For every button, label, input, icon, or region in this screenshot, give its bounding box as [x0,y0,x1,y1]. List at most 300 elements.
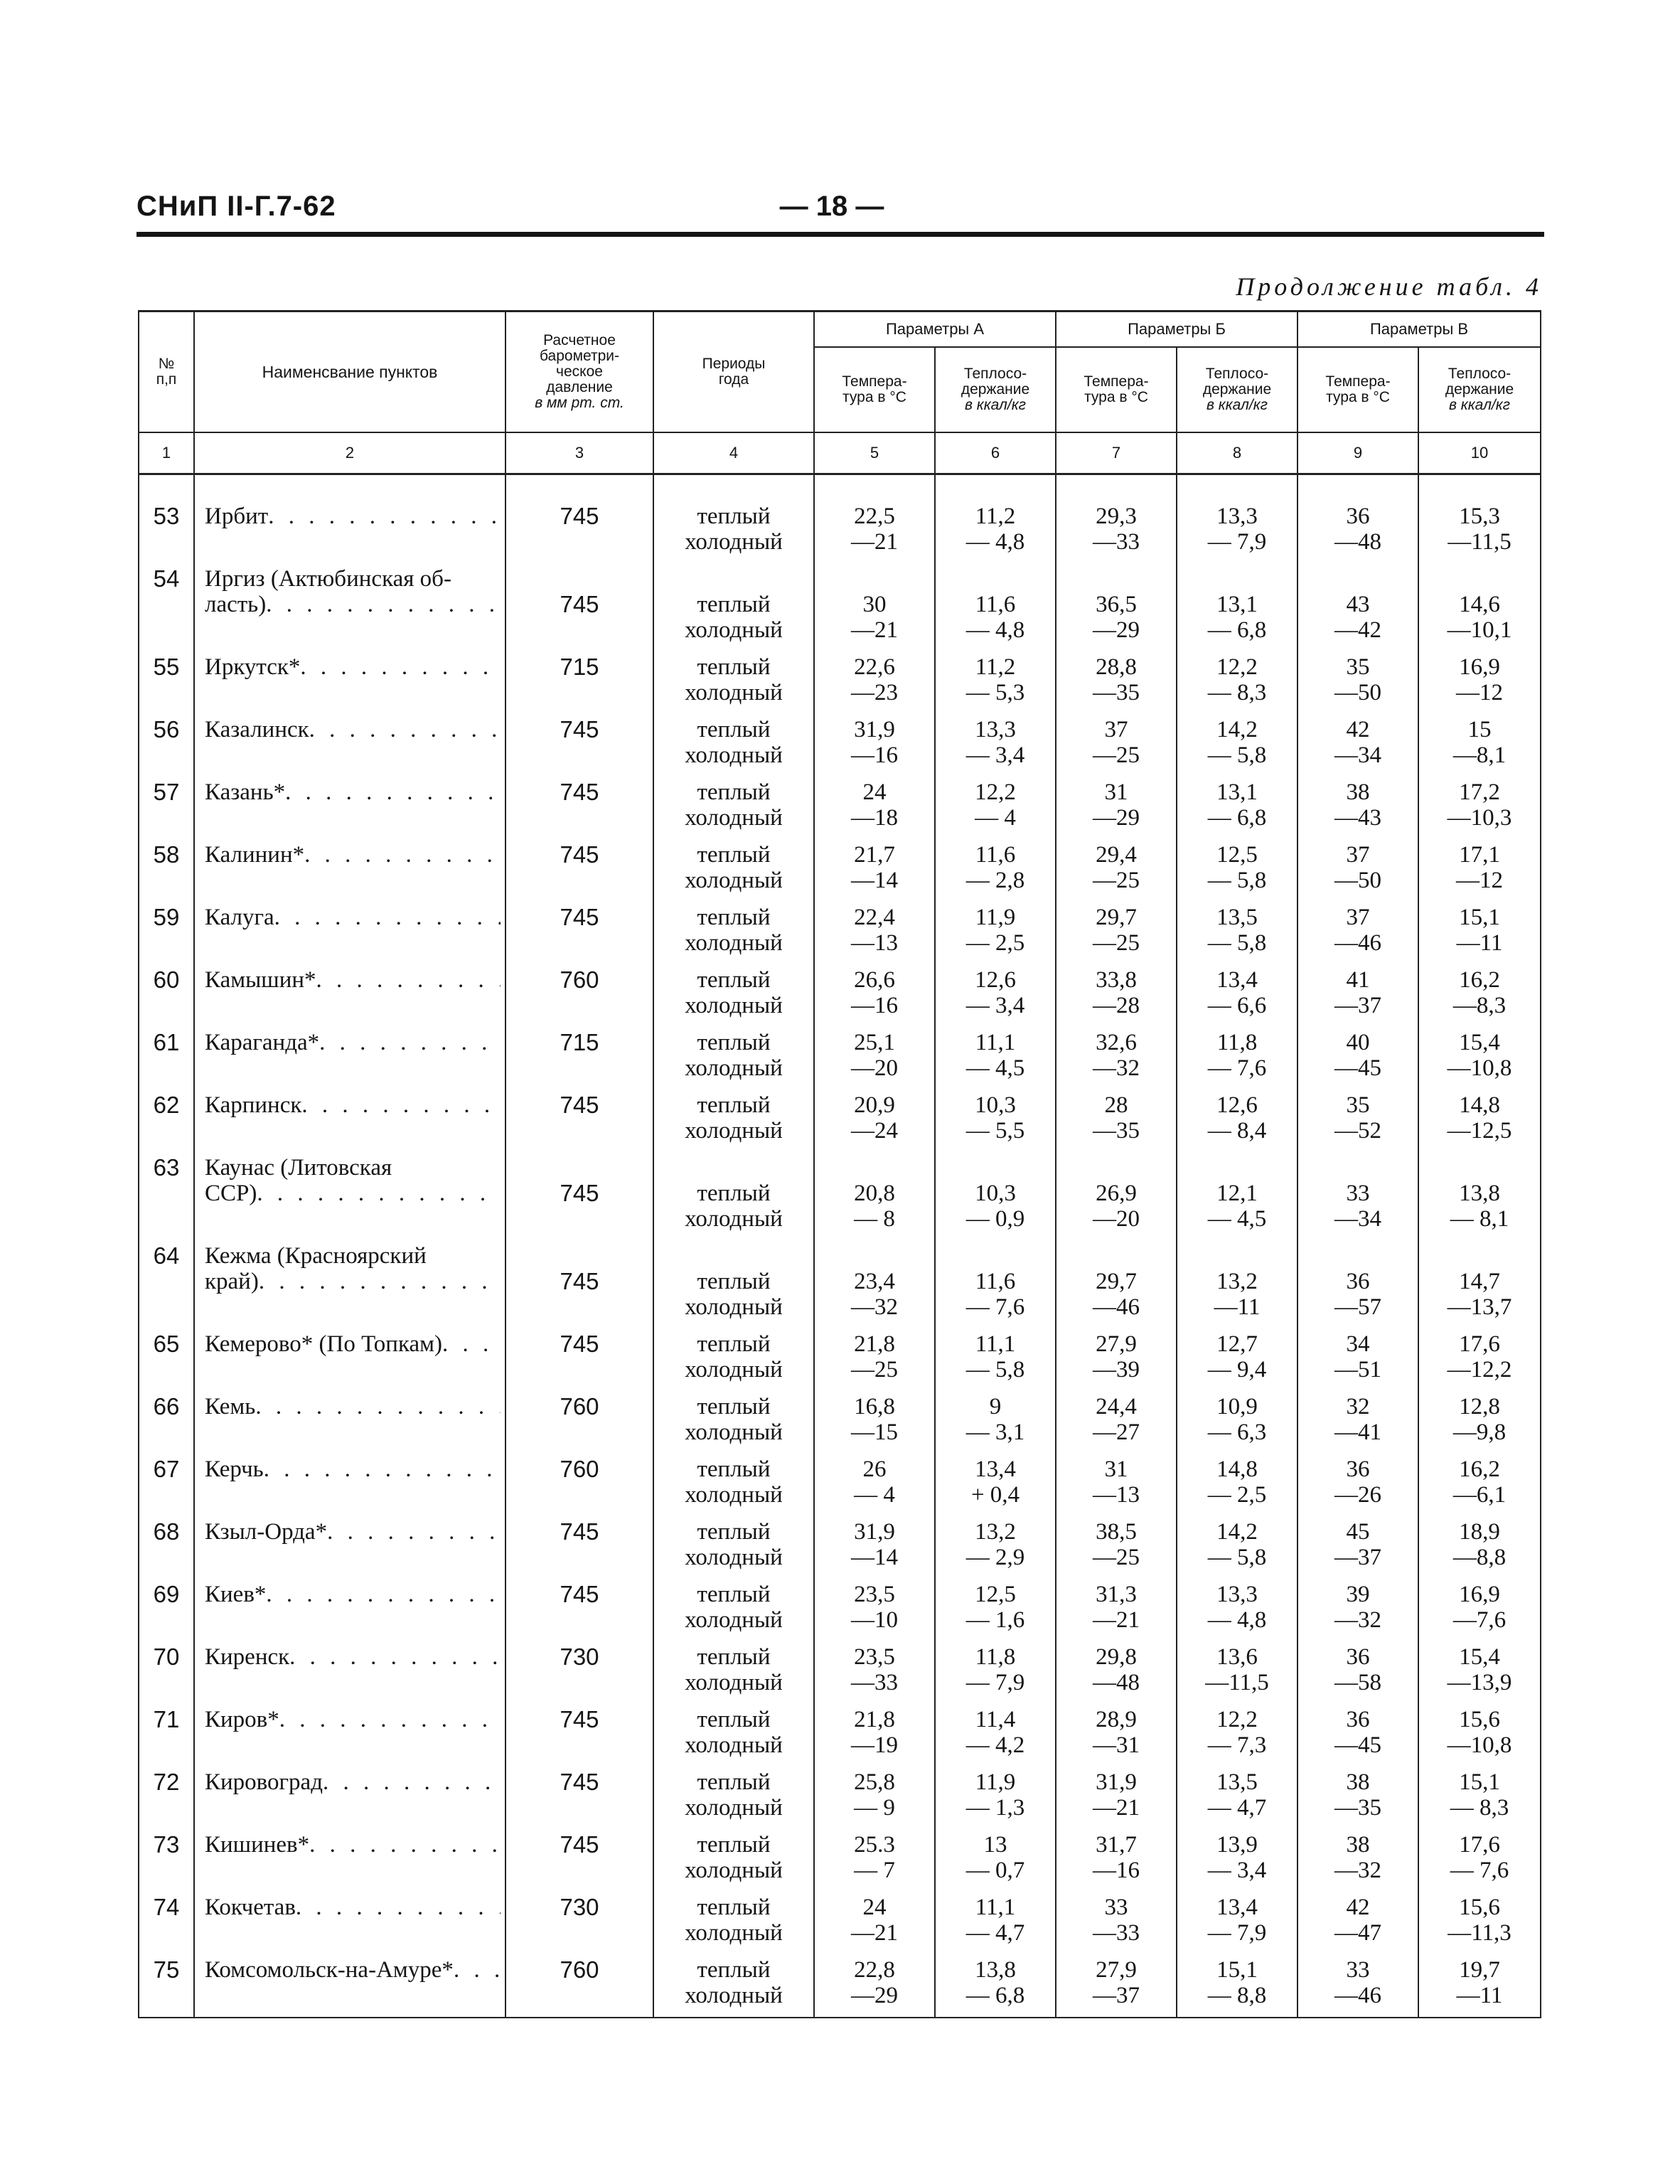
temp-c-value: 45 [1346,1519,1370,1545]
heat-b-value: — 8,3 [1207,680,1267,705]
location-name [194,566,505,654]
location-name-line [205,1582,501,1607]
heat-c-value-cell [1418,1832,1541,1895]
temp-a-value: — 8 [854,1206,895,1232]
row-number: 67 [139,1456,194,1519]
period-label: холодный [685,680,783,705]
temp-c-value: —51 [1334,1357,1382,1383]
row-number: 66 [139,1394,194,1456]
heat-a-value: — 0,9 [965,1206,1025,1232]
period-label: холодный [685,805,783,831]
location-name-line [205,1394,501,1419]
heat-a-value-cell [935,1707,1056,1769]
temp-c-value-cell [1298,1092,1418,1155]
heat-a-value: — 7,9 [965,1670,1025,1695]
heat-c-value-cell [1418,1644,1541,1707]
temp-b-value-cell [1056,1092,1177,1155]
location-name-text: Кишинев* [205,1832,310,1858]
temp-b-value: 28,9 [1096,1707,1137,1732]
col-header-number [139,311,194,433]
col-header-heat-b-unit: в ккал/кг [1206,397,1268,414]
location-name-text: Ирбит [205,504,269,529]
temp-b-value-cell [1056,905,1177,967]
location-name-line [205,967,501,993]
period-label: холодный [685,1858,783,1883]
heat-a-value: 11,6 [975,1269,1016,1294]
heat-b-value: — 7,9 [1207,529,1267,555]
barometric-pressure: 745 [505,1155,653,1243]
temp-a-value: 23,4 [854,1269,895,1294]
temp-c-value: 37 [1346,905,1370,930]
heat-b-value-cell [1177,1832,1298,1895]
heat-b-value-cell [1177,967,1298,1030]
heat-b-value-cell [1177,1707,1298,1769]
heat-c-value: —8,8 [1452,1545,1507,1570]
period-label: теплый [697,592,771,617]
temp-a-value: —25 [851,1357,898,1383]
column-number: 6 [935,432,1056,474]
column-number: 4 [653,432,814,474]
heat-c-value: 17,2 [1459,779,1500,805]
temp-c-value-cell [1298,504,1418,566]
periods-cell [653,504,814,566]
temp-c-value: 41 [1346,967,1370,993]
col-header-temp-b [1056,347,1177,432]
periods-cell [653,1644,814,1707]
row-number: 65 [139,1331,194,1394]
col-header-temp-c [1298,347,1418,432]
col-header-number-line: п,п [156,371,177,388]
barometric-pressure: 745 [505,566,653,654]
location-name-text: Кировоград [205,1769,323,1795]
heat-c-value: —12 [1456,680,1504,705]
periods-cell [653,1707,814,1769]
location-name [194,1519,505,1582]
heat-b-value: 13,1 [1216,779,1258,805]
temp-a-value: 21,8 [854,1331,895,1357]
barometric-pressure: 745 [505,1092,653,1155]
heat-c-value-cell [1418,1582,1541,1644]
table-row [139,1769,1541,1832]
temp-b-value: —25 [1093,742,1140,768]
dot-leader [259,1269,501,1294]
temp-a-value: —18 [851,805,898,831]
period-label: холодный [685,1118,783,1144]
periods-cell [653,1030,814,1092]
temp-c-value-cell [1298,1030,1418,1092]
temp-a-value: — 9 [854,1795,895,1821]
temp-c-value: 36 [1346,504,1370,529]
heat-c-value: — 7,6 [1450,1858,1509,1883]
dot-leader [454,1957,501,1983]
period-label: теплый [697,654,771,680]
column-number-row [139,432,1541,474]
heat-c-value: — 8,3 [1450,1795,1509,1821]
heat-a-value-cell [935,967,1056,1030]
location-name [194,1832,505,1895]
heat-a-value-cell [935,1331,1056,1394]
temp-c-value: —35 [1334,1795,1382,1821]
temp-b-value: 33,8 [1096,967,1137,993]
temp-b-value-cell [1056,1644,1177,1707]
column-number: 1 [139,432,194,474]
heat-c-value: —10,3 [1447,805,1512,831]
table-row [139,1707,1541,1769]
heat-a-value: + 0,4 [970,1482,1020,1508]
heat-a-value: 12,5 [975,1582,1016,1607]
location-name-text: ласть) [205,592,267,617]
col-header-temp-a [814,347,935,432]
col-header-heat-a [935,347,1056,432]
heat-a-value: 11,1 [975,1895,1016,1920]
temp-a-value-cell [814,1519,935,1582]
temp-a-value: —10 [851,1607,898,1633]
heat-c-value: —9,8 [1452,1419,1507,1445]
location-name [194,1644,505,1707]
temp-a-value-cell [814,1456,935,1519]
temp-a-value: —24 [851,1118,898,1144]
temp-a-value-cell [814,717,935,779]
temp-c-value-cell [1298,1155,1418,1243]
heat-a-value-cell [935,1519,1056,1582]
heat-a-value: — 5,5 [965,1118,1025,1144]
row-number: 58 [139,842,194,905]
period-label: теплый [697,504,771,529]
heat-b-value: —11 [1214,1294,1261,1320]
barometric-pressure: 745 [505,905,653,967]
heat-b-value: — 5,8 [1207,868,1267,893]
temp-c-value-cell [1298,1832,1418,1895]
heat-a-value: — 4,7 [965,1920,1025,1946]
heat-a-value: — 2,9 [965,1545,1025,1570]
temp-b-value: —13 [1093,1482,1140,1508]
row-number: 69 [139,1582,194,1644]
col-header-temp-c-line: Темпера- [1325,373,1391,390]
temp-b-value: —35 [1093,1118,1140,1144]
table-row [139,1394,1541,1456]
temp-a-value: 20,8 [854,1181,895,1206]
periods-cell [653,1769,814,1832]
heat-a-value-cell [935,1832,1056,1895]
periods-cell [653,1832,814,1895]
temp-c-value: —58 [1334,1670,1382,1695]
temp-a-value: 24 [862,779,887,805]
periods-cell [653,1895,814,1957]
temp-b-value: —25 [1093,930,1140,956]
period-label: теплый [697,1394,771,1419]
temp-b-value: —35 [1093,680,1140,705]
temp-a-value: 26,6 [854,967,895,993]
heat-a-value-cell [935,1582,1056,1644]
heat-a-value: — 1,6 [965,1607,1025,1633]
col-header-pressure-unit: в мм рт. ст. [535,395,624,412]
heat-b-value: 13,1 [1216,592,1258,617]
temp-c-value: —34 [1334,1206,1382,1232]
location-name-line [205,717,501,742]
temp-a-value-cell [814,1155,935,1243]
temp-c-value: —43 [1334,805,1382,831]
temp-c-value-cell [1298,1519,1418,1582]
periods-cell [653,1331,814,1394]
dot-leader [327,1519,501,1545]
temp-a-value: 30 [862,592,887,617]
periods-cell [653,967,814,1030]
temp-a-value: —32 [851,1294,898,1320]
period-label: холодный [685,868,783,893]
heat-c-value: 17,6 [1459,1331,1500,1357]
period-label: холодный [685,1920,783,1946]
col-header-temp-a-line: Темпера- [842,373,907,390]
heat-c-value: 15 [1467,717,1492,742]
heat-b-value: 13,5 [1216,905,1258,930]
heat-c-value: 16,2 [1459,967,1500,993]
temp-b-value: 31 [1104,779,1128,805]
heat-b-value: — 4,7 [1207,1795,1267,1821]
location-name [194,967,505,1030]
heat-c-value: —11 [1456,1983,1503,2008]
heat-c-value: —12,2 [1447,1357,1512,1383]
temp-c-value: —50 [1334,680,1382,705]
barometric-pressure: 745 [505,1243,653,1331]
heat-b-value: — 6,8 [1207,617,1267,643]
temp-a-value-cell [814,842,935,905]
heat-b-value-cell [1177,1957,1298,2018]
col-header-heat-c-unit: в ккал/кг [1449,397,1511,414]
temp-c-value: —57 [1334,1294,1382,1320]
location-name [194,1769,505,1832]
row-number: 70 [139,1644,194,1707]
temp-a-value: 22,8 [854,1957,895,1983]
heat-a-value: — 5,3 [965,680,1025,705]
barometric-pressure: 745 [505,717,653,779]
temp-b-value: 38,5 [1096,1519,1137,1545]
dot-leader [279,1707,501,1732]
heat-a-value: 11,2 [975,654,1016,680]
column-number: 2 [194,432,505,474]
period-label: теплый [697,1269,771,1294]
temp-a-value: —21 [851,529,898,555]
heat-b-value-cell [1177,1030,1298,1092]
temp-c-value: 35 [1346,654,1370,680]
location-name-text: Керчь [205,1456,264,1482]
period-label: теплый [697,1092,771,1118]
temp-a-value: —19 [851,1732,898,1758]
location-name [194,842,505,905]
dot-leader [266,1582,501,1607]
temp-c-value: —45 [1334,1055,1382,1081]
temp-c-value-cell [1298,779,1418,842]
periods-cell [653,1957,814,2018]
document-code: СНиП II-Г.7-62 [137,191,336,222]
temp-b-value: 36,5 [1096,592,1137,617]
heat-c-value: —13,9 [1447,1670,1512,1695]
temp-b-value: —32 [1093,1055,1140,1081]
location-name-line [205,842,501,868]
temp-b-value: 32,6 [1096,1030,1137,1055]
location-name [194,1895,505,1957]
temp-c-value-cell [1298,1394,1418,1456]
heat-b-value: 10,9 [1216,1394,1258,1419]
temp-b-value-cell [1056,566,1177,654]
heat-b-value-cell [1177,1519,1298,1582]
heat-b-value-cell [1177,1895,1298,1957]
column-number: 9 [1298,432,1418,474]
temp-b-value: —16 [1093,1858,1140,1883]
periods-cell [653,905,814,967]
heat-a-value-cell [935,1030,1056,1092]
location-name-text: Карпинск [205,1092,302,1118]
location-name-text: Кежма (Красноярский [205,1243,427,1269]
location-name [194,1957,505,2018]
heat-c-value: 15,4 [1459,1030,1500,1055]
heat-c-value: —10,1 [1447,617,1512,643]
temp-c-value-cell [1298,842,1418,905]
location-name-line [205,1331,501,1357]
periods-cell [653,1243,814,1331]
temp-c-value: 33 [1346,1957,1370,1983]
period-label: теплый [697,1331,771,1357]
location-name [194,1155,505,1243]
row-number: 75 [139,1957,194,2018]
period-label: теплый [697,1769,771,1795]
location-name-line [205,1769,501,1795]
heat-a-value: 11,2 [975,504,1016,529]
temp-c-value: 36 [1346,1269,1370,1294]
periods-cell [653,779,814,842]
row-number: 64 [139,1243,194,1331]
heat-b-value: 12,6 [1216,1092,1258,1118]
heat-a-value: — 4,5 [965,1055,1025,1081]
heat-b-value: — 6,6 [1207,993,1267,1018]
location-name-line [205,1519,501,1545]
barometric-pressure: 745 [505,842,653,905]
heat-c-value-cell [1418,1769,1541,1832]
heat-c-value: —12 [1456,868,1504,893]
table-row [139,1519,1541,1582]
temp-a-value-cell [814,566,935,654]
col-header-temp-a-line: тура в °С [842,389,906,405]
heat-c-value-cell [1418,1331,1541,1394]
temp-b-value: 29,8 [1096,1644,1137,1670]
periods-cell [653,1456,814,1519]
temp-a-value: —23 [851,680,898,705]
heat-c-value: —8,3 [1452,993,1507,1018]
heat-a-value: — 3,1 [965,1419,1025,1445]
table-row [139,1331,1541,1394]
heat-b-value: 13,4 [1216,967,1258,993]
heat-c-value-cell [1418,566,1541,654]
location-name-text: ССР) [205,1181,257,1206]
period-label: теплый [697,1456,771,1482]
periods-cell [653,1582,814,1644]
heat-b-value-cell [1177,905,1298,967]
heat-b-value: — 4,5 [1207,1206,1267,1232]
dot-leader [257,1181,501,1206]
heat-a-value-cell [935,1769,1056,1832]
heat-b-value: — 5,8 [1207,930,1267,956]
location-name-text: Камышин* [205,967,316,993]
table-continuation-label: Продолжение табл. 4 [1236,272,1542,301]
row-number: 61 [139,1030,194,1092]
heat-c-value-cell [1418,654,1541,717]
heat-c-value-cell [1418,779,1541,842]
temp-b-value: —21 [1093,1607,1140,1633]
location-name [194,1456,505,1519]
temp-c-value: 40 [1346,1030,1370,1055]
location-name-line [205,1092,501,1118]
heat-c-value: —8,1 [1452,742,1507,768]
row-number: 55 [139,654,194,717]
temp-c-value: —47 [1334,1920,1382,1946]
location-name-text: Киев* [205,1582,267,1607]
temp-c-value: —48 [1334,529,1382,555]
heat-a-value: — 2,8 [965,868,1025,893]
heat-b-value: 13,3 [1216,1582,1258,1607]
dot-leader [304,842,501,868]
location-name-text: Кемерово* (По Топкам) [205,1331,442,1357]
heat-b-value: 14,8 [1216,1456,1258,1482]
temp-b-value-cell [1056,717,1177,779]
period-label: теплый [697,1181,771,1206]
heat-c-value-cell [1418,1707,1541,1769]
temp-c-value: 33 [1346,1181,1370,1206]
table-body-spacer [139,474,1541,504]
location-name-text: Каунас (Литовская [205,1155,392,1181]
col-group-parameters-a: Параметры А [814,311,1056,348]
location-name-text: Кзыл-Орда* [205,1519,328,1545]
location-name-text: Калинин* [205,842,305,868]
heat-a-value: — 4,8 [965,617,1025,643]
temp-b-value: —48 [1093,1670,1140,1695]
heat-a-value: — 2,5 [965,930,1025,956]
barometric-pressure: 715 [505,654,653,717]
heat-b-value: —11,5 [1205,1670,1269,1695]
temp-a-value: 25,8 [854,1769,895,1795]
heat-b-value: — 8,4 [1207,1118,1267,1144]
location-name-text: Казань* [205,779,286,805]
heat-c-value: 16,2 [1459,1456,1500,1482]
location-name-line [205,1456,501,1482]
temp-a-value: 31,9 [854,1519,895,1545]
temp-a-value: —15 [851,1419,898,1445]
temp-c-value-cell [1298,1895,1418,1957]
heat-b-value-cell [1177,654,1298,717]
temp-b-value: 24,4 [1096,1394,1137,1419]
col-header-heat-a-line: Теплосо- [963,365,1027,382]
temp-b-value: 29,3 [1096,504,1137,529]
heat-a-value-cell [935,566,1056,654]
periods-cell [653,717,814,779]
heat-c-value: 15,1 [1459,1769,1500,1795]
heat-a-value-cell [935,504,1056,566]
period-label: теплый [697,842,771,868]
temp-c-value: —52 [1334,1118,1382,1144]
temp-c-value: 36 [1346,1456,1370,1482]
row-number: 71 [139,1707,194,1769]
temp-c-value: —46 [1334,1983,1382,2008]
col-group-parameters-c: Параметры В [1298,311,1541,348]
period-label: теплый [697,1519,771,1545]
col-header-pressure-line: Расчетное [543,331,616,348]
heat-c-value: 14,8 [1459,1092,1500,1118]
location-name-text: Казалинск [205,717,309,742]
heat-b-value: — 2,5 [1207,1482,1267,1508]
temp-a-value: —16 [851,993,898,1018]
periods-cell [653,1092,814,1155]
barometric-pressure: 745 [505,504,653,566]
temp-c-value-cell [1298,717,1418,779]
temp-c-value: 35 [1346,1092,1370,1118]
